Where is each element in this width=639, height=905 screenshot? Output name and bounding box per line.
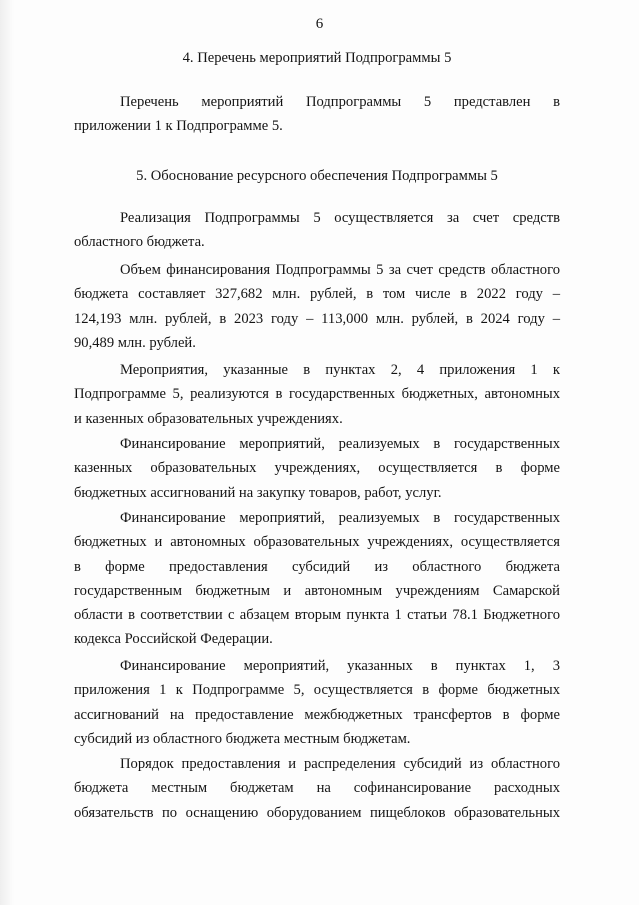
- paragraph-7: [74, 654, 560, 751]
- paragraph-line: в форме предоставления субсидий из областного бюджета: [74, 558, 560, 575]
- paragraph-4: [74, 358, 560, 431]
- paragraph-line: бюджета составляет 327,682 млн. рублей, в том числе в 2022 году –: [74, 286, 560, 303]
- paragraph-line: Порядок предоставления и распределения субсидий из областного: [120, 756, 560, 772]
- paragraph-line: бюджетных и автономных образовательных учреждениях, осуществляется: [74, 534, 560, 551]
- paragraph-8: [74, 752, 560, 825]
- paragraph-line: казенных образовательных учреждениях, осуществляется в форме: [74, 460, 560, 477]
- paragraph-line: Финансирование мероприятий, указанных в пунктах 1, 3: [120, 658, 560, 674]
- paragraph-line: области в соответствии с абзацем вторым пункта 1 статьи 78.1 Бюджетного: [74, 607, 560, 624]
- paragraph-3: [74, 258, 560, 355]
- paragraph-line: Мероприятия, указанные в пунктах 2, 4 приложения 1 к: [120, 362, 560, 378]
- paragraph-6: [74, 506, 560, 652]
- paragraph-line: приложения 1 к Подпрограмме 5, осуществляется в форме бюджетных: [74, 682, 560, 699]
- paragraph-line: бюджетных ассигнований на закупку товаров, работ, услуг.: [74, 484, 442, 501]
- paragraph-2: [74, 206, 560, 255]
- scan-edge-shadow: [0, 0, 14, 905]
- paragraph-line: Финансирование мероприятий, реализуемых в государственных: [120, 510, 560, 526]
- paragraph-line: кодекса Российской Федерации.: [74, 631, 273, 648]
- section-heading-5: 5. Обоснование ресурсного обеспечения Подпрограммы 5: [136, 168, 498, 184]
- paragraph-line: Объем финансирования Подпрограммы 5 за счет средств областного: [120, 262, 560, 278]
- paragraph-line: бюджета местным бюджетам на софинансирование расходных: [74, 780, 560, 797]
- paragraph-line: 90,489 млн. рублей.: [74, 334, 196, 351]
- page-number: 6: [315, 16, 324, 32]
- paragraph-line: Перечень мероприятий Подпрограммы 5 представлен в: [120, 94, 560, 110]
- paragraph-line: Реализация Подпрограммы 5 осуществляется за счет средств: [120, 210, 560, 226]
- paragraph-line: государственным бюджетным и автономным учреждениям Самарской: [74, 582, 560, 599]
- paragraph-line: субсидий из областного бюджета местным бюджетам.: [74, 730, 411, 747]
- paragraph-5: [74, 432, 560, 505]
- paragraph-line: ассигнований на предоставление межбюджетных трансфертов в форме: [74, 706, 560, 723]
- paragraph-line: обязательств по оснащению оборудованием пищеблоков образовательных: [74, 804, 560, 821]
- paragraph-line: Подпрограмме 5, реализуются в государственных бюджетных, автономных: [74, 386, 560, 403]
- paragraph-line: приложении 1 к Подпрограмме 5.: [74, 118, 283, 135]
- paragraph-line: областного бюджета.: [74, 234, 205, 251]
- section-heading-4: 4. Перечень мероприятий Подпрограммы 5: [182, 50, 452, 66]
- paragraph-line: Финансирование мероприятий, реализуемых в государственных: [120, 436, 560, 452]
- paragraph-1: [74, 90, 560, 139]
- paragraph-line: 124,193 млн. рублей, в 2023 году – 113,000 млн. рублей, в 2024 году –: [74, 310, 560, 327]
- paragraph-line: и казенных образовательных учреждениях.: [74, 410, 343, 427]
